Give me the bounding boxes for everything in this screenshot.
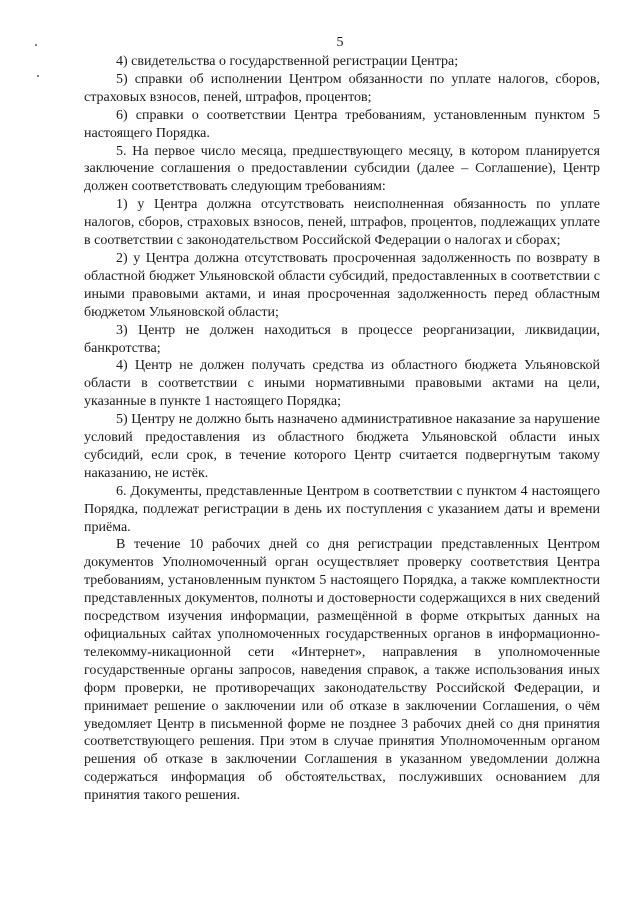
paragraph-requirement-1: 1) у Центра должна отсутствовать неисполненная обязанность по уплате налогов, сборов, страховых взносов, пеней, штрафов, процентов, подлежащих уплате в соответствии с законодательством Российской Федерации о налогах и сборах; — [84, 197, 600, 249]
paragraph-section-6: 6. Документы, представленные Центром в соответствии с пунктом 4 настоящего Порядка, подлежат регистрации в день их поступления с указанием даты и времени приёма. — [84, 483, 600, 535]
paragraph-list-item-6: 6) справки о соответствии Центра требованиям, установленным пунктом 5 настоящего Порядка. — [84, 107, 600, 141]
paragraph-requirement-2: 2) у Центра должна отсутствовать просроченная задолженность по возврату в областной бюджет Ульяновской области субсидий, предоставленных в соответствии с иными правовыми актами, и иная просроченная задолженность перед областным бюджетом Ульяновской области; — [84, 250, 600, 320]
document-body — [84, 53, 600, 805]
paragraph-verification: В течение 10 рабочих дней со дня регистрации представленных Центром документов Уполномоченный орган осуществляет проверку соответствия Центра требованиям, установленным пунктом 5 настоящего Порядка, а также комплектности представленных документов, полноты и достоверности содержащихся в них сведений посредством изучения информации, размещённой в форме открытых данных на официальных сайтах уполномоченных государственных органов в информационно-телекомму-никационной сети «Интернет», направления в уполномоченные государственные органы запросов, наведения справок, а также использования иных форм проверки, не противоречащих законодательству Российской Федерации, и принимает решение о заключении или об отказе в заключении Соглашения, о чём уведомляет Центр в письменной форме не позднее 3 рабочих дней со дня принятия соответствующего решения. При этом в случае принятия Уполномоченным органом решения об отказе в заключении Соглашения в указанном уведомлении должна содержаться информация об обстоятельствах, послуживших основанием для принятия такого решения. — [84, 537, 600, 804]
paragraph-list-item-4: 4) свидетельства о государственной регистрации Центра; — [116, 54, 459, 69]
paragraph-section-5: 5. На первое число месяца, предшествующего месяцу, в котором планируется заключение соглашения о предоставлении субсидии (далее – Соглашение), Центр должен соответствовать следующим требованиям: — [84, 143, 600, 195]
page-number: 5 — [336, 35, 344, 50]
scan-speck — [37, 75, 39, 77]
paragraph-requirement-4: 4) Центр не должен получать средства из областного бюджета Ульяновской области в соответствии с иными нормативными правовыми актами на цели, указанные в пункте 1 настоящего Порядка; — [84, 358, 600, 410]
paragraph-list-item-5: 5) справки об исполнении Центром обязанности по уплате налогов, сборов, страховых взносов, пеней, штрафов, процентов; — [84, 71, 600, 105]
paragraph-requirement-3: 3) Центр не должен находиться в процессе реорганизации, ликвидации, банкротства; — [84, 322, 600, 356]
paragraph-requirement-5: 5) Центру не должно быть назначено административное наказание за нарушение условий предоставления из областного бюджета Ульяновской области иных субсидий, если срок, в течение которого Центр считается подвергнутым такому наказанию, не истёк. — [84, 412, 600, 481]
scan-speck — [35, 44, 37, 46]
